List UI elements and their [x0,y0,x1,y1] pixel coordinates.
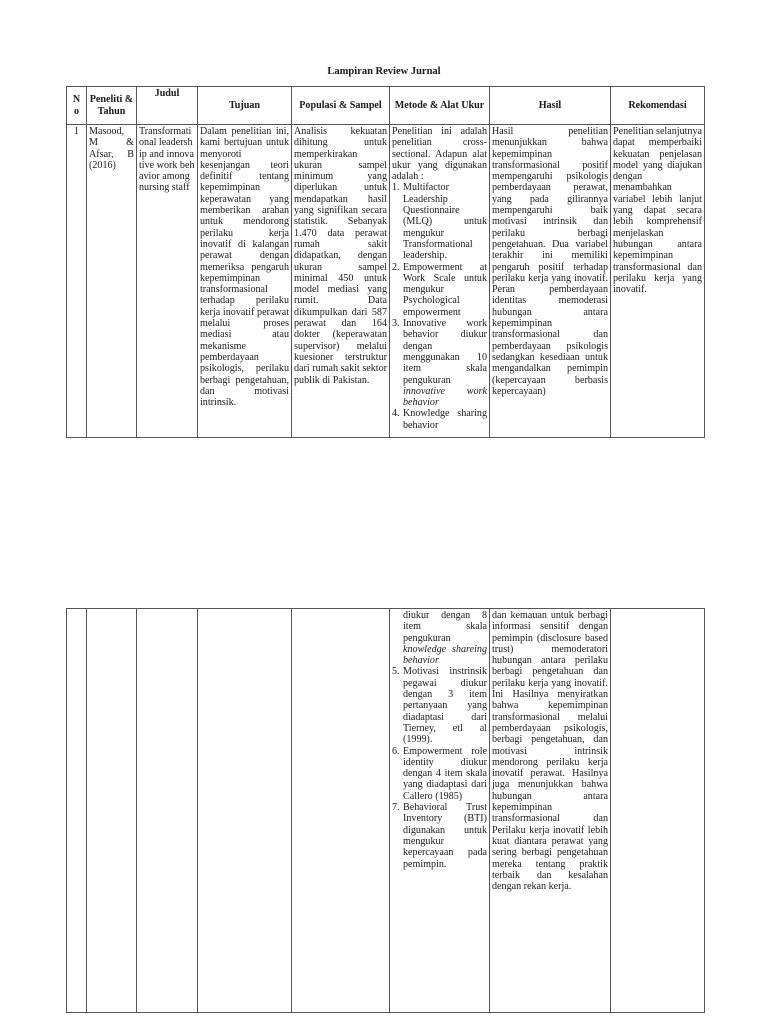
header-no: N o [67,87,87,125]
review-table-continued [66,608,705,1013]
table-header-row [67,87,705,125]
list-item: 1. Multifactor Leadership Questionnaire (MLQ) untuk mengukur Transformational leadership. [392,182,487,262]
cell-rekomendasi: Penelitian selanjutnya dapat memperbaiki kekuatan penjelasan model yang diajukan dengan menambahkan variabel lebih lanjut yang dapat secara lebih komprehensif menjelaskan hubungan antara kepemimpinan transformasional dan perilaku kerja yang inovatif. [611,125,705,438]
header-tujuan: Tujuan [198,87,292,125]
cell-judul: Transformational leadership and innovative work behavior among nursing staff [137,125,198,438]
cell-hasil: Hasil penelitian menunjukkan bahwa kepemimpinan transformasional positif mempengaruhi psikologis pemberdayaan perawat, yang pada gilirannya mempengaruhi baik motivasi intrinsik dan perilaku berbagi pengetahuan. Dua variabel terakhir ini memiliki pengaruh positif terhadap perilaku kerja yang inovatif. Peran pemberdayaan identitas memoderasi hubungan antara kepemimpinan transformasional dan pemberdayaan psikologis sedangkan kesediaan untuk mengandalkan pemimpin (kepercayaan berbasis kepercayaan) [490,125,611,438]
list-item: 6. Empowerment role identity diukur dengan 4 item skala yang diadaptasi dari Callero (1985) [392,745,487,802]
cell-populasi-empty [292,609,390,1013]
list-item: 5. Motivasi instrinsik pegawai diukur dengan 3 item pertanyaan yang diadaptasi dari Tierney, etl al (1999). [392,666,487,746]
list-item: 2. Empowerment at Work Scale untuk mengukur Psychological empowerment [392,261,487,318]
cell-populasi: Analisis kekuatan dihitung untuk memperkirakan ukuran sampel minimum yang diperlukan untuk mendapatkan hasil yang signifikan secara statistik. Sebanyak 1.470 data perawat rumah sakit didapatkan, dengan ukuran sampel minimal 450 untuk model mediasi yang rumit. Data dikumpulkan dari 587 perawat dan 164 dokter (keperawatan supervisor) melalui kuesioner terstruktur dari rumah sakit sektor publik di Pakistan. [292,125,390,438]
cell-metode-cont [390,609,490,1013]
cell-judul-empty [137,609,198,1013]
header-rekomendasi: Rekomendasi [611,87,705,125]
metode-list [392,182,487,431]
header-metode: Metode & Alat Ukur [390,87,490,125]
cell-no: 1 [67,125,87,438]
cell-peneliti-empty [87,609,137,1013]
metode-cont: diukur dengan 8 item skala pengukuran knowledge shareing behavior [403,610,487,667]
cell-peneliti: Masood, M & Afsar, B (2016) [87,125,137,438]
header-populasi: Populasi & Sampel [292,87,390,125]
cell-metode [390,125,490,438]
cell-tujuan: Dalam penelitian ini, kami bertujuan untuk menyoroti kesenjangan teori definitif tentang kepemimpinan keperawatan yang memberikan arahan untuk mendorong perilaku kerja inovatif di kalangan perawat dengan memeriksa pengaruh kepemimpinan transformasional terhadap perilaku kerja inovatif perawat melalui proses mediasi atau mekanisme pemberdayaan psikologis, perilaku berbagi pengetahuan, dan motivasi intrinsik. [198,125,292,438]
header-hasil: Hasil [490,87,611,125]
page-title: Lampiran Review Jurnal [327,66,441,77]
list-item: 4. Knowledge sharing behavior [392,408,487,431]
table-row [67,125,705,438]
list-item: 7. Behavioral Trust Inventory (BTI) digunakan untuk mengukur kepercayaan pada pemimpin. [392,802,487,870]
header-judul: Judul [137,87,198,125]
table-row [67,609,705,1013]
cell-hasil-cont: dan kemauan untuk berbagi informasi sensitif dengan pemimpin (disclosure based trust) memoderatori hubungan antara perilaku berbagi pengetahuan dan perilaku kerja yang inovatif. Ini Hasilnya menyiratkan bahwa kepemimpinan transformasional melalui pemberdayaan psikologis, berbagi pengetahuan, dan motivasi intrinsik mendorong perilaku kerja inovatif perawat. Hasilnya juga menunjukkan bahwa hubungan antara kepemimpinan transformasional dan Perilaku kerja inovatif lebih kuat diantara perawat yang sering berbagi pengetahuan mereka tentang praktik terbaik dan kesalahan dengan rekan kerja. [490,609,611,1013]
header-peneliti: Peneliti & Tahun [87,87,137,125]
review-table [66,86,705,438]
cell-tujuan-empty [198,609,292,1013]
list-item: 3. Innovative work behavior diukur dengan menggunakan 10 item skala pengukuran innovative work behavior [392,318,487,409]
cell-no-empty [67,609,87,1013]
metode-intro: Penelitian ini adalah penelitian cross-sectional. Adapun alat ukur yang digunakan adalah : [392,126,487,183]
metode-list-cont [392,666,487,869]
cell-rekomendasi-empty [611,609,705,1013]
